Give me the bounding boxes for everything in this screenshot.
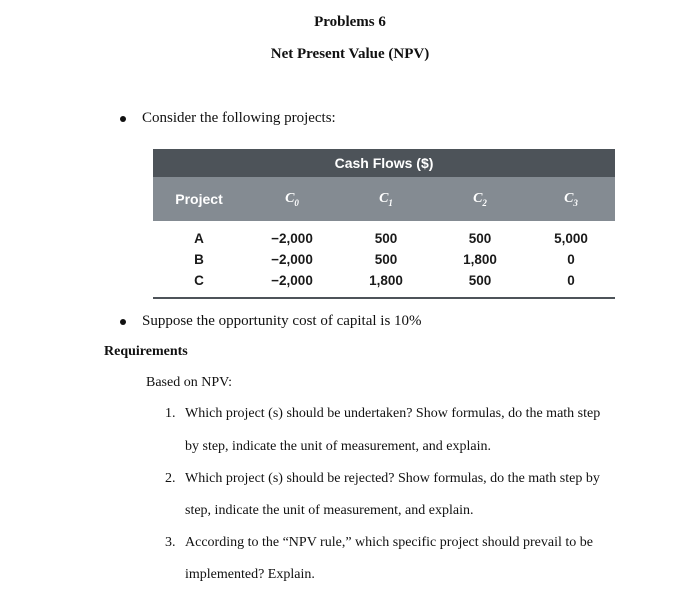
cost-bullet-text: Suppose the opportunity cost of capital is 10% — [142, 313, 422, 329]
table-body — [153, 221, 615, 299]
table-cell: 500 — [374, 252, 398, 267]
column-header-c3 — [527, 177, 615, 221]
c2-label: $C_2$ — [473, 190, 487, 208]
page-title: Problems 6 — [314, 14, 386, 30]
c0-label: $C_0$ — [285, 190, 299, 208]
requirement-item-3 — [165, 535, 625, 551]
requirement-item-2 — [165, 471, 625, 487]
table-cell: 500 — [374, 231, 398, 246]
table-cell: 1,800 — [369, 273, 403, 288]
table-cell: A — [194, 231, 204, 246]
table-cell: 500 — [468, 231, 492, 246]
requirement-item-1 — [165, 406, 625, 422]
item-number: 1. — [165, 406, 176, 421]
requirements-lead: Based on NPV: — [146, 375, 233, 390]
table-cell: 0 — [567, 273, 575, 288]
column-header-c1 — [339, 177, 433, 221]
intro-bullet — [120, 110, 336, 127]
requirement-item-3-continued: implemented? Explain. — [185, 567, 315, 582]
table-cell: 5,000 — [554, 231, 588, 246]
column-header-project: Project — [175, 191, 223, 207]
table-group-header: Cash Flows ($) — [153, 149, 615, 177]
cost-bullet — [120, 313, 422, 330]
table-column-header-row — [153, 177, 615, 221]
requirement-item-1-continued: by step, indicate the unit of measurement, and explain. — [185, 439, 491, 454]
item-text: Which project (s) should be undertaken? Show formulas, do the math step — [185, 406, 601, 421]
c1-label: $C_1$ — [379, 190, 393, 208]
item-number: 3. — [165, 535, 176, 550]
item-number: 2. — [165, 471, 176, 486]
table-cell: −2,000 — [271, 252, 313, 267]
item-text: Which project (s) should be rejected? Show formulas, do the math step by — [185, 471, 600, 486]
table-cell: −2,000 — [271, 231, 313, 246]
table-cell: 1,800 — [463, 252, 497, 267]
intro-bullet-text: Consider the following projects: — [142, 110, 336, 126]
c3-label: $C_3$ — [564, 190, 578, 208]
bullet-dot-icon — [120, 319, 126, 325]
cash-flows-table — [153, 149, 615, 299]
column-header-c0 — [245, 177, 339, 221]
column-header-c2 — [433, 177, 527, 221]
table-cell: −2,000 — [271, 273, 313, 288]
page-subtitle: Net Present Value (NPV) — [270, 46, 430, 62]
bullet-dot-icon — [120, 116, 126, 122]
requirement-item-2-continued: step, indicate the unit of measurement, and explain. — [185, 503, 474, 518]
table-cell: 0 — [567, 252, 575, 267]
table-cell: C — [194, 273, 204, 288]
table-cell: B — [194, 252, 204, 267]
item-text: According to the “NPV rule,” which specific project should prevail to be — [185, 535, 593, 550]
table-cell: 500 — [468, 273, 492, 288]
requirements-heading: Requirements — [104, 344, 188, 359]
